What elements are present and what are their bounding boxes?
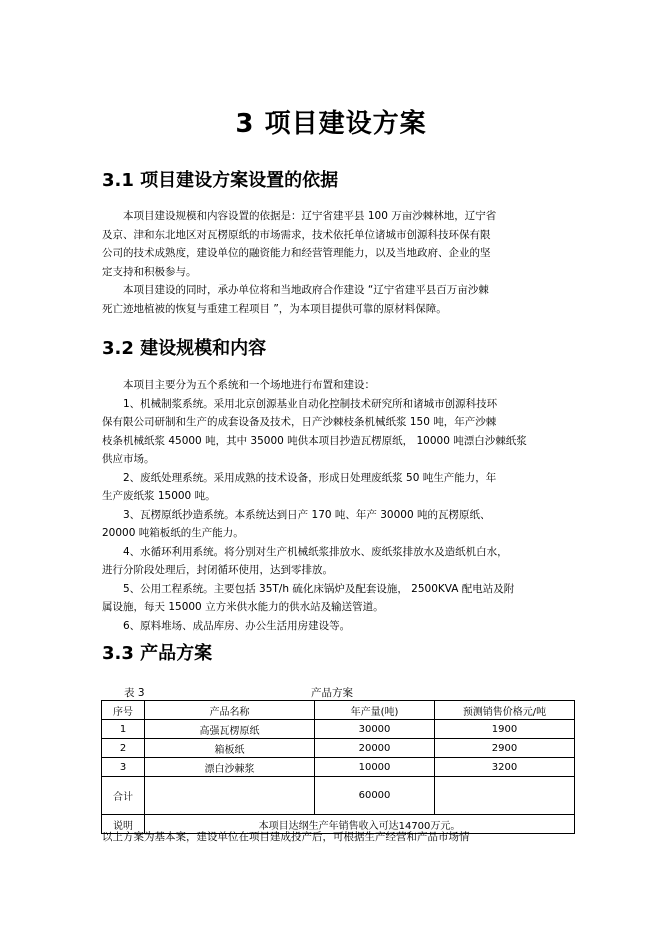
text-line: 本项目建设的同时，承办单位将和当地政府合作建设 “辽宁省建平县百万亩沙棘 (123, 284, 489, 296)
text-line: 2、废纸处理系统。采用成熟的技术设备，形成日处理废纸浆 50 吨生产能力，年 (123, 471, 497, 484)
section-heading-3-1: 3.1 项目建设方案设置的依据 (102, 170, 339, 191)
table-cell: 10000 (315, 758, 435, 777)
total-output: 60000 (315, 777, 435, 815)
table-cell: 漂白沙棘浆 (145, 758, 315, 777)
table-total-row (102, 777, 575, 815)
table-cell: 30000 (315, 720, 435, 739)
text-line: 20000 吨箱板纸的生产能力。 (102, 527, 244, 539)
text-line: 属设施，每天 15000 立方米供水能力的供水站及输送管道。 (102, 601, 384, 613)
table-header-row (102, 701, 575, 720)
text-line: 3、瓦楞原纸抄造系统。本系统达到日产 170 吨、年产 30000 吨的瓦楞原纸、 (123, 508, 491, 521)
text-line: 枝条机械纸浆 45000 吨，其中 35000 吨供本项目抄造瓦楞原纸， 10000 吨漂白沙棘纸浆 (102, 434, 527, 447)
text-line: 死亡迹地植被的恢复与重建工程项目 ”，为本项目提供可靠的原材料保障。 (102, 302, 447, 315)
table-cell: 1900 (435, 720, 575, 739)
column-header: 预测销售价格元/吨 (435, 701, 575, 720)
column-header: 年产量(吨) (315, 701, 435, 720)
table-row (102, 758, 575, 777)
table-cell: 箱板纸 (145, 739, 315, 758)
section-heading-3-3: 3.3 产品方案 (102, 643, 213, 664)
text-line: 6、原料堆场、成品库房、办公生活用房建设等。 (123, 619, 351, 632)
table-cell: 3 (102, 758, 145, 777)
product-table (101, 700, 575, 834)
table-row (102, 739, 575, 758)
text-line: 本项目建设规模和内容设置的依据是：辽宁省建平县 100 万亩沙棘林地，辽宁省 (123, 210, 497, 222)
table-cell: 高强瓦楞原纸 (145, 720, 315, 739)
note-text: 本项目达纲生产年销售收入可达14700万元。 (145, 815, 575, 834)
table-cell: 2 (102, 739, 145, 758)
column-header: 序号 (102, 701, 145, 720)
total-label: 合计 (102, 777, 145, 815)
table-title: 产品方案 (311, 687, 353, 699)
closing-text-line: 以上方案为基本案，建设单位在项目建成投产后，可根据生产经营和产品市场情 (102, 831, 470, 843)
text-line: 1、机械制浆系统。采用北京创源基业自动化控制技术研究所和诸城市创源科技环 (123, 397, 498, 410)
note-label: 说明 (102, 815, 145, 834)
table-cell (435, 777, 575, 815)
table-cell: 2900 (435, 739, 575, 758)
text-line: 公司的技术成熟度，建设单位的融资能力和经营管理能力，以及当地政府、企业的坚 (102, 247, 491, 259)
table-cell: 20000 (315, 739, 435, 758)
column-header: 产品名称 (145, 701, 315, 720)
text-line: 生产废纸浆 15000 吨。 (102, 490, 216, 502)
section-3-1-body (102, 207, 562, 318)
text-line: 及京、津和东北地区对瓦楞原纸的市场需求，技术依托单位诸城市创源科技环保有限 (102, 228, 491, 241)
text-line: 保有限公司研制和生产的成套设备及技术，日产沙棘枝条机械纸浆 150 吨，年产沙棘 (102, 416, 497, 428)
text-line: 供应市场。 (102, 453, 155, 465)
table-row (102, 720, 575, 739)
text-line: 4、水循环利用系统。将分别对生产机械纸浆排放水、废纸浆排放水及造纸机白水， (123, 545, 508, 558)
chapter-title: 3 项目建设方案 (235, 109, 427, 139)
table-cell: 1 (102, 720, 145, 739)
section-heading-3-2: 3.2 建设规模和内容 (102, 338, 267, 359)
text-line: 5、公用工程系统。主要包括 35T/h 硫化床锅炉及配套设施， 2500KVA 配电站及附 (123, 582, 515, 595)
section-3-2-body (102, 376, 562, 635)
table-cell (145, 777, 315, 815)
text-line: 本项目主要分为五个系统和一个场地进行布置和建设： (123, 379, 375, 391)
table-cell: 3200 (435, 758, 575, 777)
text-line: 定支持和积极参与。 (102, 265, 197, 278)
text-line: 进行分阶段处理后，封闭循环使用，达到零排放。 (102, 564, 333, 576)
table-number: 表 3 (124, 687, 145, 699)
